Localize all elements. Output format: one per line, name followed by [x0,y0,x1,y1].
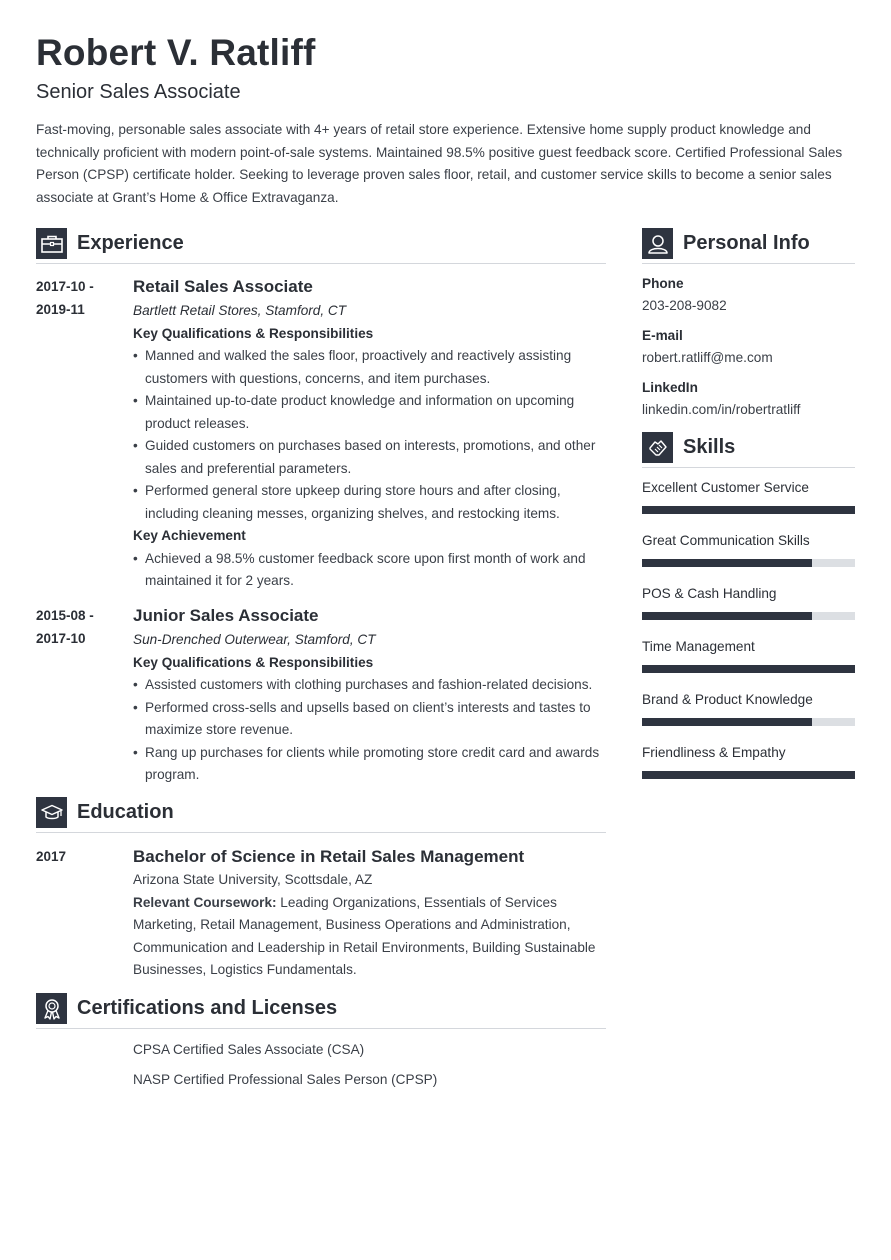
skill-level-bar [642,506,855,514]
skill-item [642,480,855,514]
certifications-divider [36,1028,606,1029]
linkedin-value: linkedin.com/in/robertratliff [642,402,801,417]
certification-1: CPSA Certified Sales Associate (CSA) [133,1042,365,1057]
skill-name: Friendliness & Empathy [642,745,786,760]
skill-level-fill [642,612,812,620]
job-2-resp-heading: Key Qualifications & Responsibilities [133,655,374,670]
job-1-resp-heading: Key Qualifications & Responsibilities [133,326,374,341]
job-1-date-start: 2017-10 - [36,279,94,294]
job-1-bullets [133,345,608,525]
skill-item [642,533,855,567]
list-item: • Rang up purchases for clients while promoting store credit card and awards program. [133,742,608,787]
education-entry [133,846,608,982]
school-name: Arizona State University, Scottsdale, AZ [133,872,373,887]
personal-info-header [642,228,810,259]
briefcase-icon [36,228,67,259]
skill-name: Great Communication Skills [642,533,810,548]
experience-divider [36,263,606,264]
skill-level-fill [642,506,855,514]
skill-level-fill [642,665,855,673]
personal-info-title: Personal Info [683,232,810,254]
candidate-name: Robert V. Ratliff [36,32,316,73]
email-label: E-mail [642,328,683,343]
coursework-list: Leading Organizations, Essentials of Services Marketing, Retail Management, Business Operations and Administration, Communication and Leadership in Retail Environments, Building Sustainable Businesses, Logistics Fundamentals. [133,894,596,977]
certifications-header [36,993,337,1024]
skill-item [642,639,855,673]
linkedin-label: LinkedIn [642,380,698,395]
education-title: Education [77,801,174,823]
skills-header [642,432,735,463]
job-2-dates [36,605,94,650]
job-2-date-start: 2015-08 - [36,608,94,623]
skill-level-fill [642,559,812,567]
job-1-dates [36,276,94,321]
list-item: • Manned and walked the sales floor, proactively and reactively assisting customers with questions, concerns, and item purchases. [133,345,608,390]
certifications-title: Certifications and Licenses [77,997,338,1019]
coursework-label: Relevant Coursework: [133,894,277,910]
certification-2: NASP Certified Professional Sales Person (CPSP) [133,1072,438,1087]
award-ribbon-icon [36,993,67,1024]
skills-divider [642,467,855,468]
job-1-company: Bartlett Retail Stores, Stamford, CT [133,303,347,318]
list-item: • Maintained up-to-date product knowledge and information on upcoming product releases. [133,390,608,435]
list-item: • Assisted customers with clothing purchases and fashion-related decisions. [133,674,608,697]
experience-title: Experience [77,232,184,254]
experience-header [36,228,184,259]
job-1-ach-heading: Key Achievement [133,528,246,543]
skill-level-fill [642,718,812,726]
education-header [36,797,174,828]
personal-info-divider [642,263,855,264]
list-item: • Performed cross-sells and upsells based on client’s interests and tastes to maximize store revenue. [133,697,608,742]
skill-level-bar [642,718,855,726]
handshake-icon [642,432,673,463]
job-1-date-end: 2019-11 [36,301,85,317]
skill-item [642,745,855,779]
skill-level-bar [642,665,855,673]
phone-label: Phone [642,276,684,291]
job-1-achievements [133,548,608,593]
skill-level-bar [642,559,855,567]
skill-item [642,586,855,620]
skill-level-bar [642,771,855,779]
list-item: • Guided customers on purchases based on interests, promotions, and other sales and preferential parameters. [133,435,608,480]
summary-paragraph: Fast-moving, personable sales associate with 4+ years of retail store experience. Extensive home supply product knowledge and technically proficient with modern point-of-sale systems. Maintained 98.5% positive guest feedback score. Certified Professional Sales Person (CPSP) certificate holder. Seeking to leverage proven sales floor, retail, and customer service skills to become a senior sales associate at Grant’s Home & Office Extravaganza. [36,122,843,205]
education-date: 2017 [36,849,67,864]
candidate-title: Senior Sales Associate [36,81,241,103]
skill-name: Brand & Product Knowledge [642,692,813,707]
job-2 [133,605,608,787]
education-divider [36,832,606,833]
skills-title: Skills [683,436,736,458]
person-icon [642,228,673,259]
skill-name: Excellent Customer Service [642,480,809,495]
job-1 [133,276,608,593]
job-2-title: Junior Sales Associate [133,606,319,625]
job-1-title: Retail Sales Associate [133,277,313,296]
coursework [133,892,608,982]
skill-name: POS & Cash Handling [642,586,777,601]
phone-value: 203-208-9082 [642,298,727,313]
graduation-cap-icon [36,797,67,828]
job-2-bullets [133,674,608,787]
skill-name: Time Management [642,639,755,654]
list-item: • Performed general store upkeep during store hours and after closing, including cleaning messes, organizing shelves, and restocking items. [133,480,608,525]
list-item: • Achieved a 98.5% customer feedback score upon first month of work and maintained it for 2 years. [133,548,608,593]
skill-level-bar [642,612,855,620]
job-2-company: Sun-Drenched Outerwear, Stamford, CT [133,632,376,647]
skill-item [642,692,855,726]
job-2-date-end: 2017-10 [36,630,86,646]
degree-title: Bachelor of Science in Retail Sales Management [133,847,525,866]
email-value: robert.ratliff@me.com [642,350,773,365]
skill-level-fill [642,771,855,779]
